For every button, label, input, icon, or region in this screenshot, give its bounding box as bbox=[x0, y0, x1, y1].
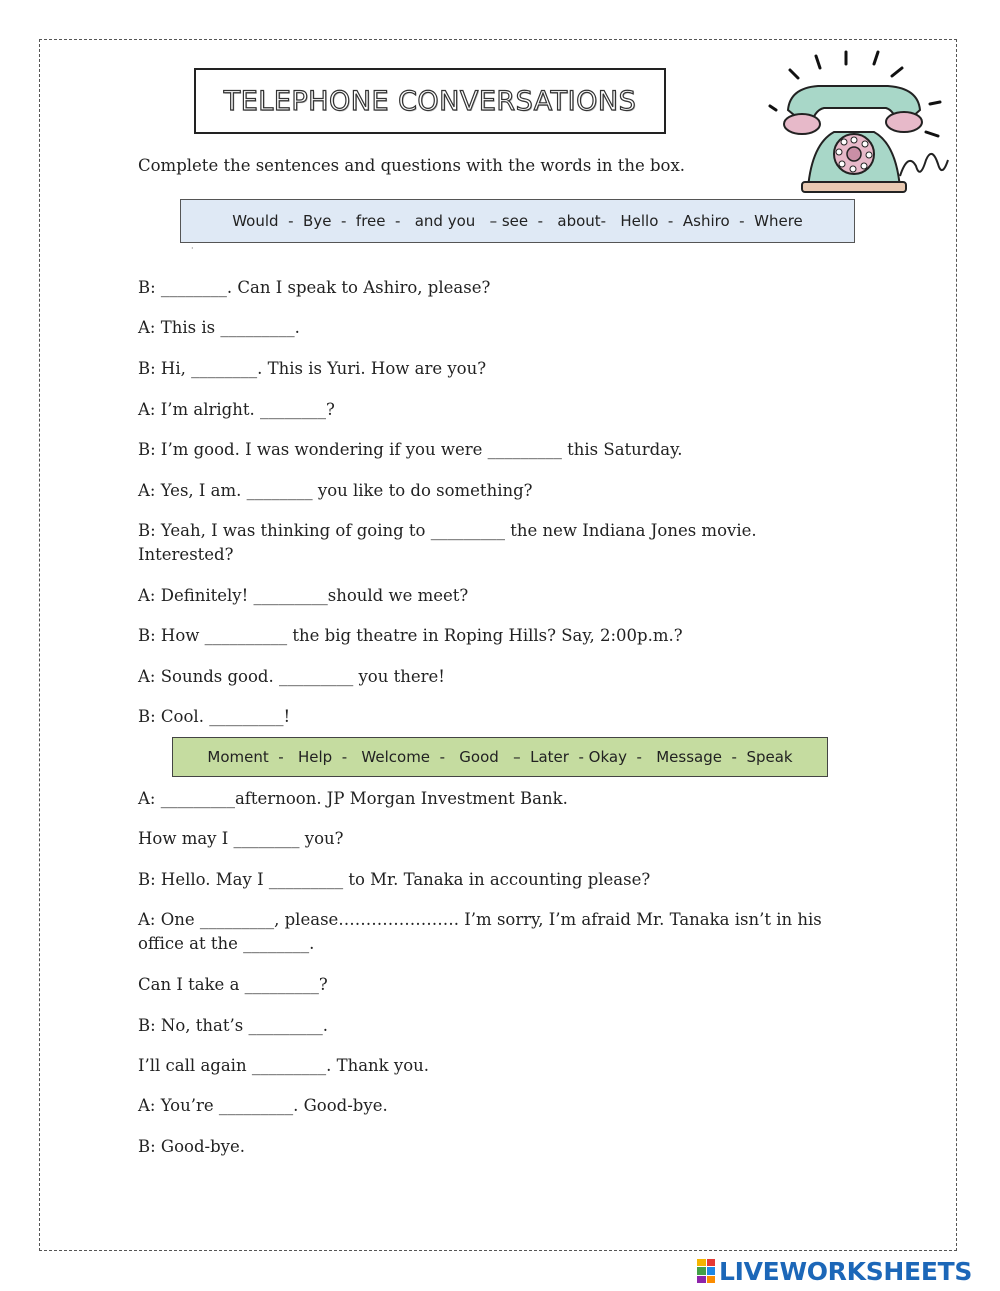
page-title: TELEPHONE CONVERSATIONS bbox=[223, 85, 637, 117]
dialogue-line: B: Hello. May I _________ to Mr. Tanaka in accounting please? bbox=[138, 870, 651, 889]
telephone-illustration bbox=[768, 48, 958, 198]
dialogue-line: B: ________. Can I speak to Ashiro, please? bbox=[138, 278, 491, 297]
dialogue-line: B: Good-bye. bbox=[138, 1137, 246, 1156]
liveworksheets-logo bbox=[697, 1256, 972, 1286]
dialogue-line: A: You’re _________. Good-bye. bbox=[138, 1096, 388, 1115]
dialogue-line: B: Yeah, I was thinking of going to _________ the new Indiana Jones movie. Interested? bbox=[138, 521, 762, 564]
word-box-1: Would - Bye - free - and you – see - about- Hello - Ashiro - Where bbox=[180, 199, 855, 243]
dialogue-line: A: Sounds good. _________ you there! bbox=[138, 667, 445, 686]
liveworksheets-icon bbox=[697, 1259, 715, 1283]
stray-dot: · bbox=[191, 244, 194, 253]
dialogue-line: A: One _________, please…………………. I’m sorry, I’m afraid Mr. Tanaka isn’t in his office at the ________. bbox=[138, 910, 827, 953]
dialogue-line: A: _________afternoon. JP Morgan Investment Bank. bbox=[138, 789, 568, 808]
dialogue-line: How may I ________ you? bbox=[138, 829, 344, 848]
dialogue-line: B: Cool. _________! bbox=[138, 707, 291, 726]
title-box bbox=[194, 68, 666, 134]
dialogue-line: A: This is _________. bbox=[138, 318, 300, 337]
word-box-2: Moment - Help - Welcome - Good – Later - Okay - Message - Speak bbox=[172, 737, 828, 777]
dialogue-line: A: Yes, I am. ________ you like to do something? bbox=[138, 481, 533, 500]
liveworksheets-wordmark: LIVEWORKSHEETS bbox=[719, 1256, 973, 1286]
dialogue-line: B: No, that’s _________. bbox=[138, 1016, 328, 1035]
dialogue-line: B: How __________ the big theatre in Roping Hills? Say, 2:00p.m.? bbox=[138, 626, 683, 645]
dialogue-line: B: I’m good. I was wondering if you were _________ this Saturday. bbox=[138, 440, 683, 459]
dialogue-line: B: Hi, ________. This is Yuri. How are you? bbox=[138, 359, 487, 378]
dialogue-line: Can I take a _________? bbox=[138, 975, 328, 994]
dialogue-line: A: I’m alright. ________? bbox=[138, 400, 335, 419]
dialogue-line: A: Definitely! _________should we meet? bbox=[138, 586, 469, 605]
instruction-text: Complete the sentences and questions with the words in the box. bbox=[138, 156, 686, 175]
dialogue-line: I’ll call again _________. Thank you. bbox=[138, 1056, 430, 1075]
